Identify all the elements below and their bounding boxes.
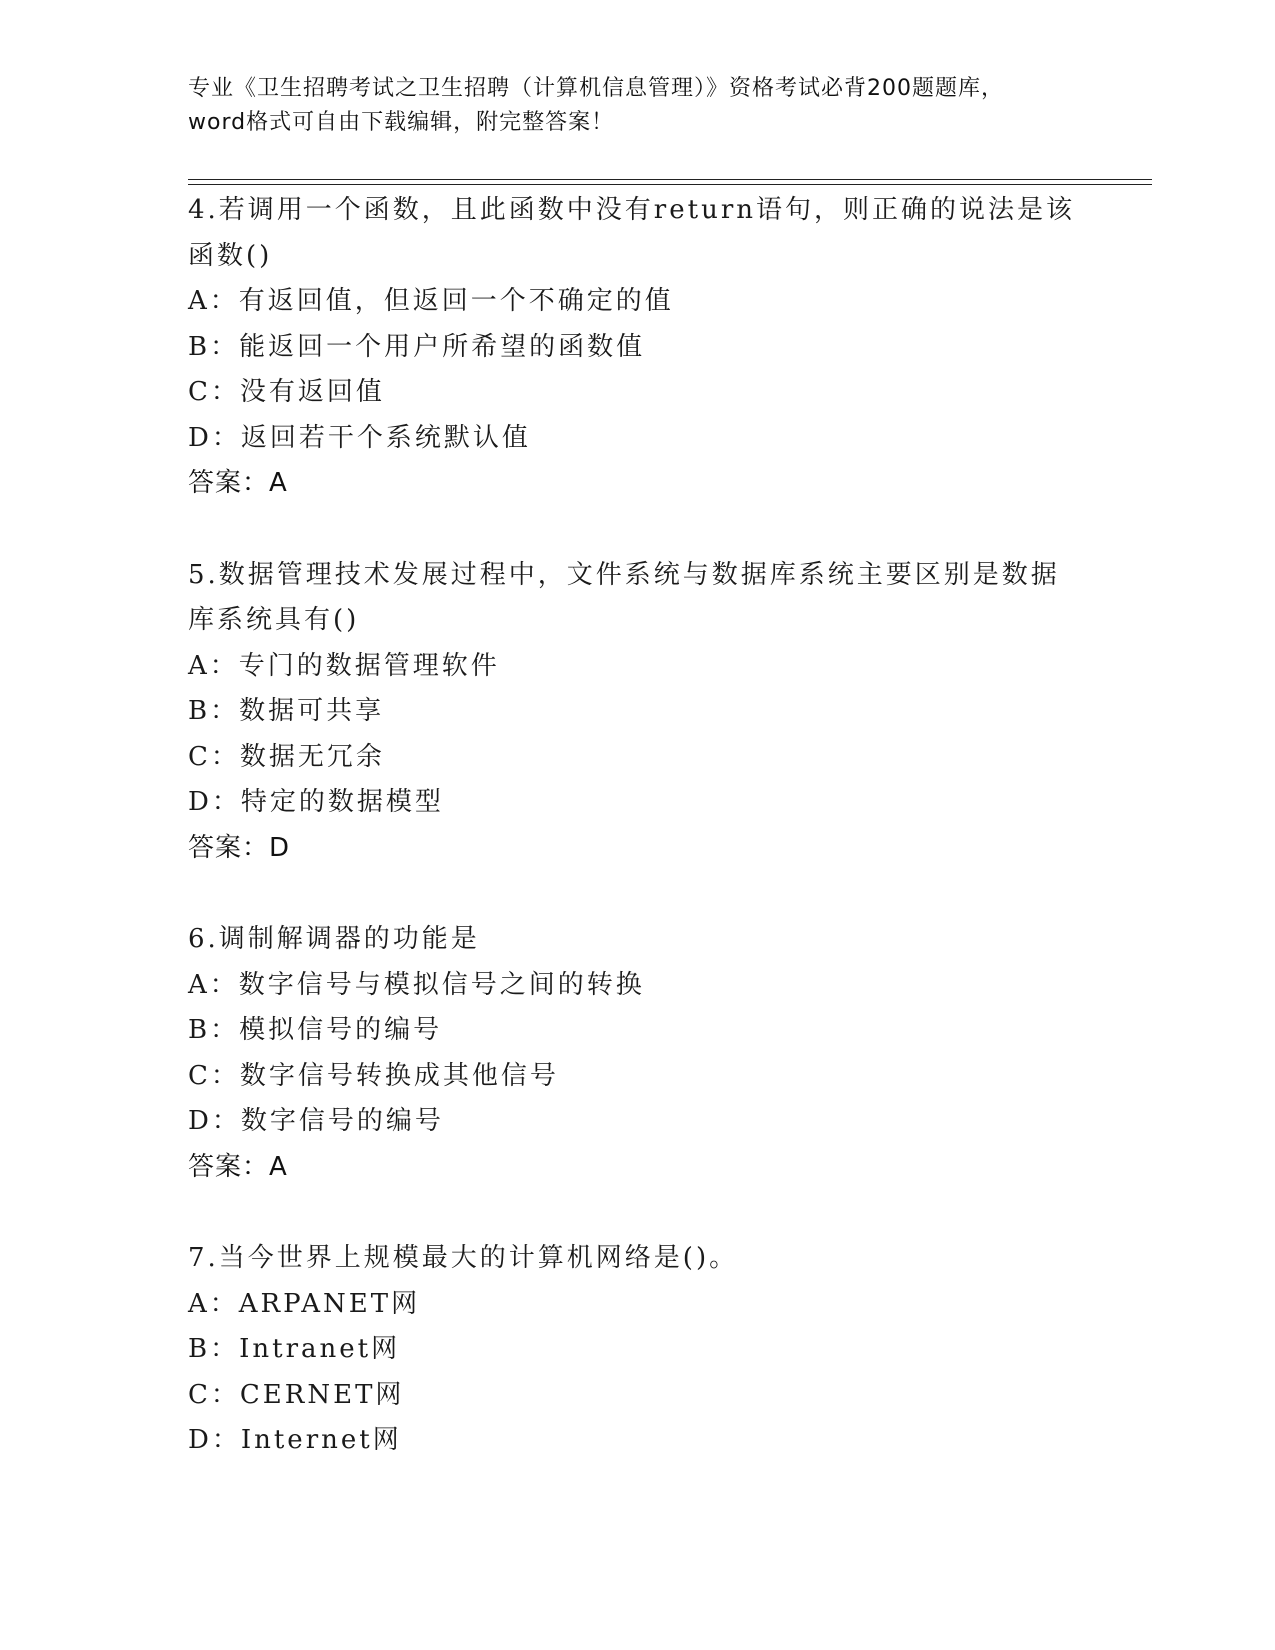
option-b: B：数据可共享 [188, 696, 385, 726]
question-stem-continued: 函数() [188, 240, 273, 271]
answer: 答案：A [188, 468, 288, 498]
question-6 [188, 917, 1088, 1190]
option-b: B：模拟信号的编号 [188, 1015, 443, 1045]
answer: 答案：D [188, 832, 291, 863]
header-line-1: 专业《卫生招聘考试之卫生招聘（计算机信息管理）》资格考试必背200题题库， [188, 76, 1004, 101]
question-stem: 6.调制解调器的功能是 [188, 924, 480, 954]
question-7 [188, 1236, 1088, 1464]
option-b: B：Intranet网 [188, 1334, 401, 1364]
option-a: A：有返回值，但返回一个不确定的值 [188, 286, 674, 316]
option-c: C：数据无冗余 [188, 741, 385, 772]
option-d: D：数字信号的编号 [188, 1106, 444, 1136]
answer: 答案：A [188, 1151, 288, 1182]
option-c: C：数字信号转换成其他信号 [188, 1060, 559, 1091]
question-5 [188, 553, 1088, 872]
question-stem: 5.数据管理技术发展过程中，文件系统与数据库系统主要区别是数据 [188, 559, 1060, 590]
question-stem-continued: 库系统具有() [188, 605, 360, 635]
header-divider-bottom [188, 184, 1152, 185]
option-b: B：能返回一个用户所希望的函数值 [188, 331, 646, 362]
option-d: D：返回若干个系统默认值 [188, 422, 531, 453]
option-d: D：特定的数据模型 [188, 787, 444, 817]
option-a: A：ARPANET网 [188, 1288, 421, 1319]
header-divider-top [188, 179, 1152, 180]
option-c: C：CERNET网 [188, 1379, 405, 1410]
document-header [188, 72, 1088, 140]
header-line-2: word格式可自由下载编辑，附完整答案！ [188, 110, 615, 135]
question-list [188, 188, 1088, 1510]
question-4 [188, 188, 1088, 507]
option-c: C：没有返回值 [188, 377, 385, 407]
question-stem: 7.当今世界上规模最大的计算机网络是()。 [188, 1243, 739, 1273]
question-stem: 4.若调用一个函数，且此函数中没有return语句，则正确的说法是该 [188, 195, 1075, 225]
option-a: A：专门的数据管理软件 [188, 650, 500, 681]
option-d: D：Internet网 [188, 1425, 402, 1455]
option-a: A：数字信号与模拟信号之间的转换 [188, 969, 645, 1000]
